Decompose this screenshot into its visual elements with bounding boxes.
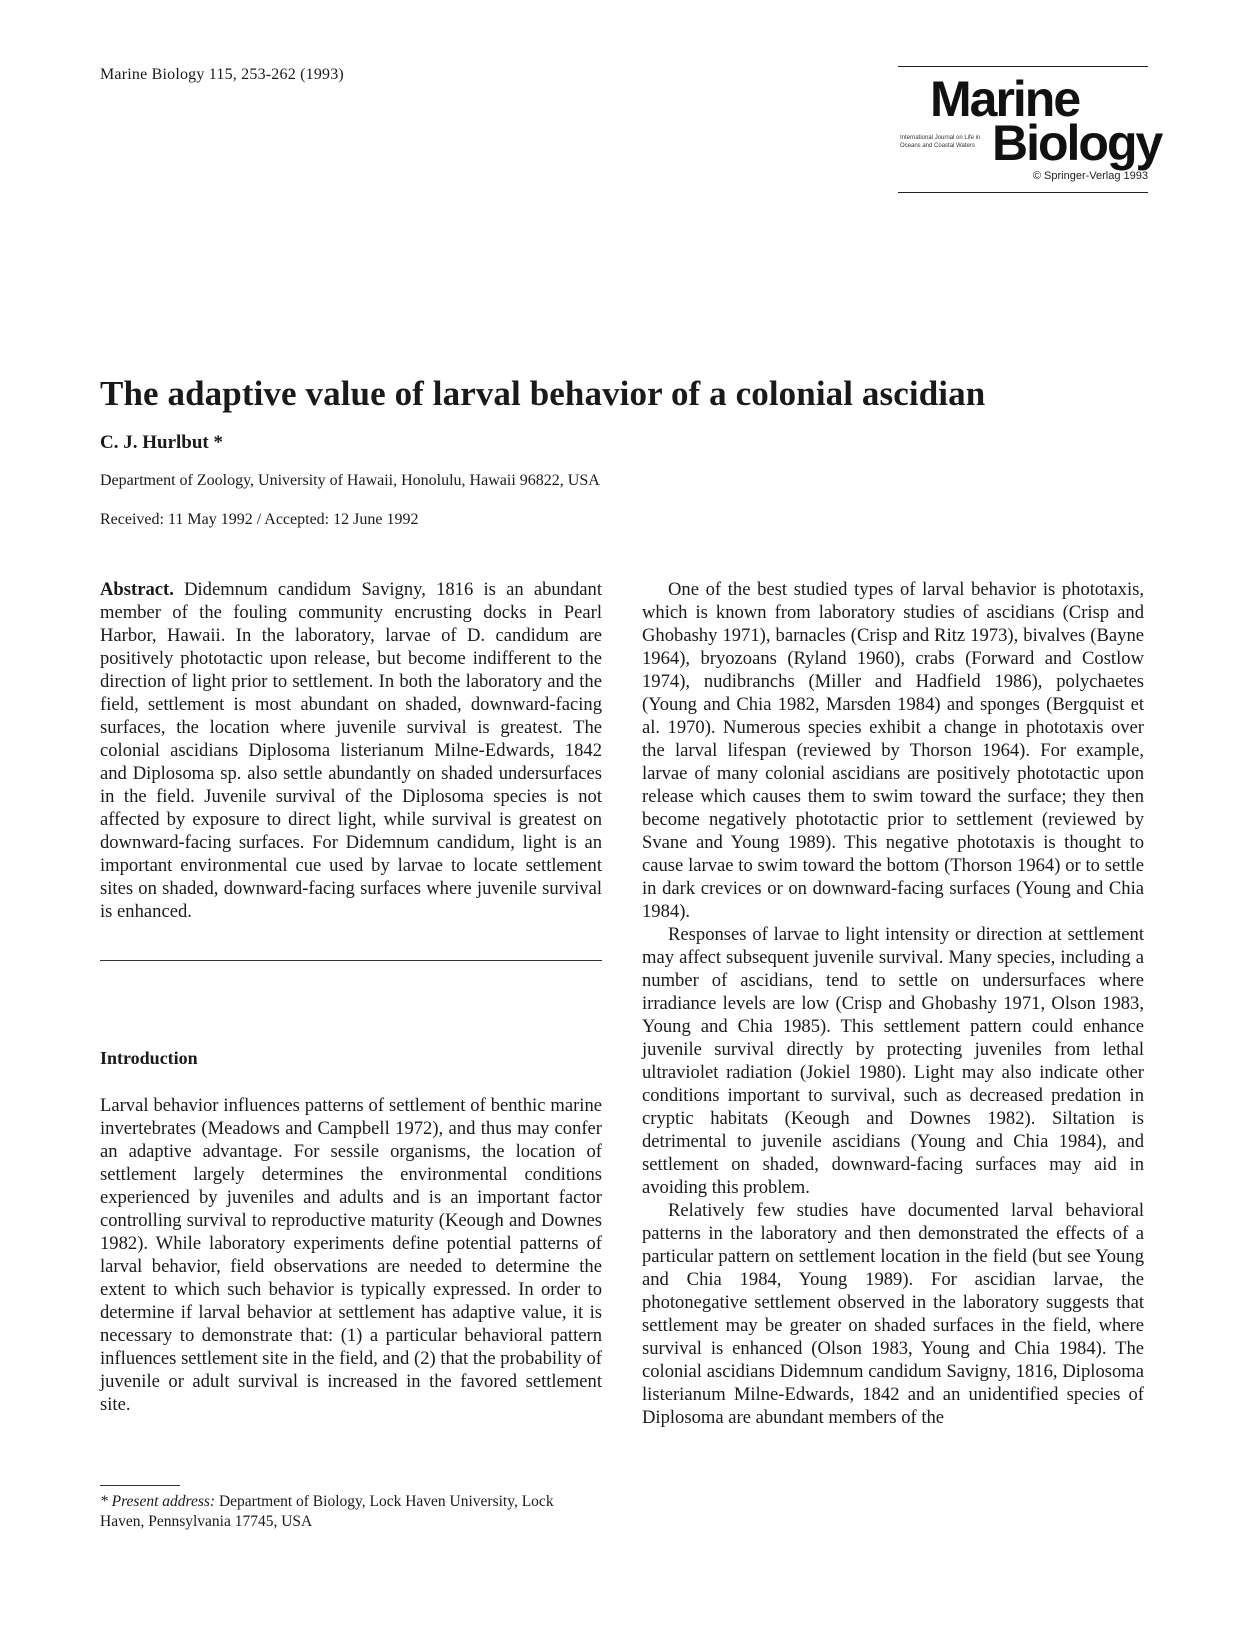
logo-rule-bottom bbox=[898, 192, 1148, 193]
section-heading-introduction: Introduction bbox=[100, 1048, 198, 1068]
right-paragraph-1: One of the best studied types of larval behavior is phototaxis, which is known from laboratory studies of ascidians (Crisp and Ghobashy 1971), barnacles (Crisp and Ritz 1973), bivalves (Bayne 1964), bryozoans (Ryland 1960), crabs (Forward and Costlow 1974), nudibranchs (Miller and Hadfield 1986), polychaetes (Young and Chia 1982, Marsden 1984) and sponges (Bergquist et al. 1970). Numerous species exhibit a change in phototaxis over the larval lifespan (reviewed by Thorson 1964). For example, larvae of many colonial ascidians are positively phototactic upon release which causes them to swim toward the surface; they then become negatively phototactic prior to settlement (reviewed by Svane and Young 1989). This negative phototaxis is thought to cause larvae to swim toward the bottom (Thorson 1964) or to settle in dark crevices or on downward-facing surfaces (Young and Chia 1984). bbox=[642, 579, 1144, 922]
received-dates: Received: 11 May 1992 / Accepted: 12 June 1992 bbox=[100, 511, 419, 528]
logo-copyright: © Springer-Verlag 1993 bbox=[1032, 170, 1148, 182]
footnote-text: Department of Biology, Lock Haven University, Lock Haven, Pennsylvania 17745, USA bbox=[100, 1493, 554, 1530]
right-paragraph-2: Responses of larvae to light intensity or direction at settlement may affect subsequent juvenile survival. Many species, including a number of ascidians, tend to settle on undersurfaces where irradiance levels are low (Crisp and Ghobashy 1971, Olson 1983, Young and Chia 1985). This settlement pattern could enhance juvenile survival directly by protecting juveniles from lethal ultraviolet radiation (Jokiel 1980). Light may also indicate other conditions important to survival, such as decreased predation in cryptic habitats (Keough and Downes 1982). Siltation is detrimental to juvenile ascidians (Young and Chia 1984), and settlement on shaded, downward-facing surfaces may aid in avoiding this problem. bbox=[642, 924, 1144, 1198]
abstract-divider bbox=[100, 960, 602, 961]
abstract-block bbox=[100, 578, 602, 923]
footnote-divider bbox=[100, 1485, 180, 1486]
logo-word-marine: Marine bbox=[930, 71, 1080, 127]
journal-citation: Marine Biology 115, 253-262 (1993) bbox=[100, 66, 344, 83]
logo-word-biology: Biology bbox=[992, 115, 1162, 171]
right-paragraph-3: Relatively few studies have documented larval behavioral patterns in the laboratory and then demonstrated the effects of a particular pattern on settlement location in the field (but see Young and Chia 1984, Young 1989). For ascidian larvae, the photonegative settlement observed in the laboratory suggests that settlement may be greater on shaded surfaces in the field, where survival is enhanced (Olson 1983, Young and Chia 1984). The colonial ascidians Didemnum candidum Savigny, 1816, Diplosoma listerianum Milne-Edwards, 1842 and an unidentified species of Diplosoma are abundant members of the bbox=[642, 1200, 1144, 1428]
author-affiliation: Department of Zoology, University of Hawaii, Honolulu, Hawaii 96822, USA bbox=[100, 472, 600, 489]
abstract-label: Abstract. bbox=[100, 579, 174, 600]
logo-tagline: International Journal on Life in Oceans and Coastal Waters bbox=[900, 135, 981, 149]
introduction-text: Larval behavior influences patterns of settlement of benthic marine invertebrates (Meadows and Campbell 1972), and thus may confer an adaptive advantage. For sessile organisms, the location of settlement largely determines the environmental conditions experienced by juveniles and adults and is an important factor controlling survival to reproductive maturity (Keough and Downes 1982). While laboratory experiments define potential patterns of larval behavior, field observations are needed to determine the extent to which such behavior is typically expressed. In order to determine if larval behavior at settlement has adaptive value, it is necessary to demonstrate that: (1) a particular behavioral pattern influences settlement site in the field, and (2) that the probability of juvenile or adult survival is increased in the favored settlement site. bbox=[100, 1095, 602, 1415]
footnote bbox=[100, 1492, 600, 1532]
introduction-paragraph bbox=[100, 1094, 602, 1416]
article-author: C. J. Hurlbut * bbox=[100, 432, 223, 453]
journal-logo bbox=[898, 66, 1162, 194]
right-column bbox=[642, 578, 1144, 1429]
article-title: The adaptive value of larval behavior of a colonial ascidian bbox=[100, 374, 986, 413]
abstract-text: Didemnum candidum Savigny, 1816 is an abundant member of the fouling community encrusting docks in Pearl Harbor, Hawaii. In the laboratory, larvae of D. candidum are positively phototactic upon release, but become indifferent to the direction of light prior to settlement. In both the laboratory and the field, settlement is most abundant on shaded, downward-facing surfaces, the location where juvenile survival is greatest. The colonial ascidians Diplosoma listerianum Milne-Edwards, 1842 and Diplosoma sp. also settle abundantly on shaded undersurfaces in the field. Juvenile survival of the Diplosoma species is not affected by exposure to direct light, while survival is greatest on downward-facing surfaces. For Didemnum candidum, light is an important environmental cue used by larvae to locate settlement sites on shaded, downward-facing surfaces where juvenile survival is enhanced. bbox=[100, 579, 602, 922]
footnote-label: * Present address: bbox=[100, 1493, 216, 1510]
logo-rule-top bbox=[898, 66, 1148, 67]
